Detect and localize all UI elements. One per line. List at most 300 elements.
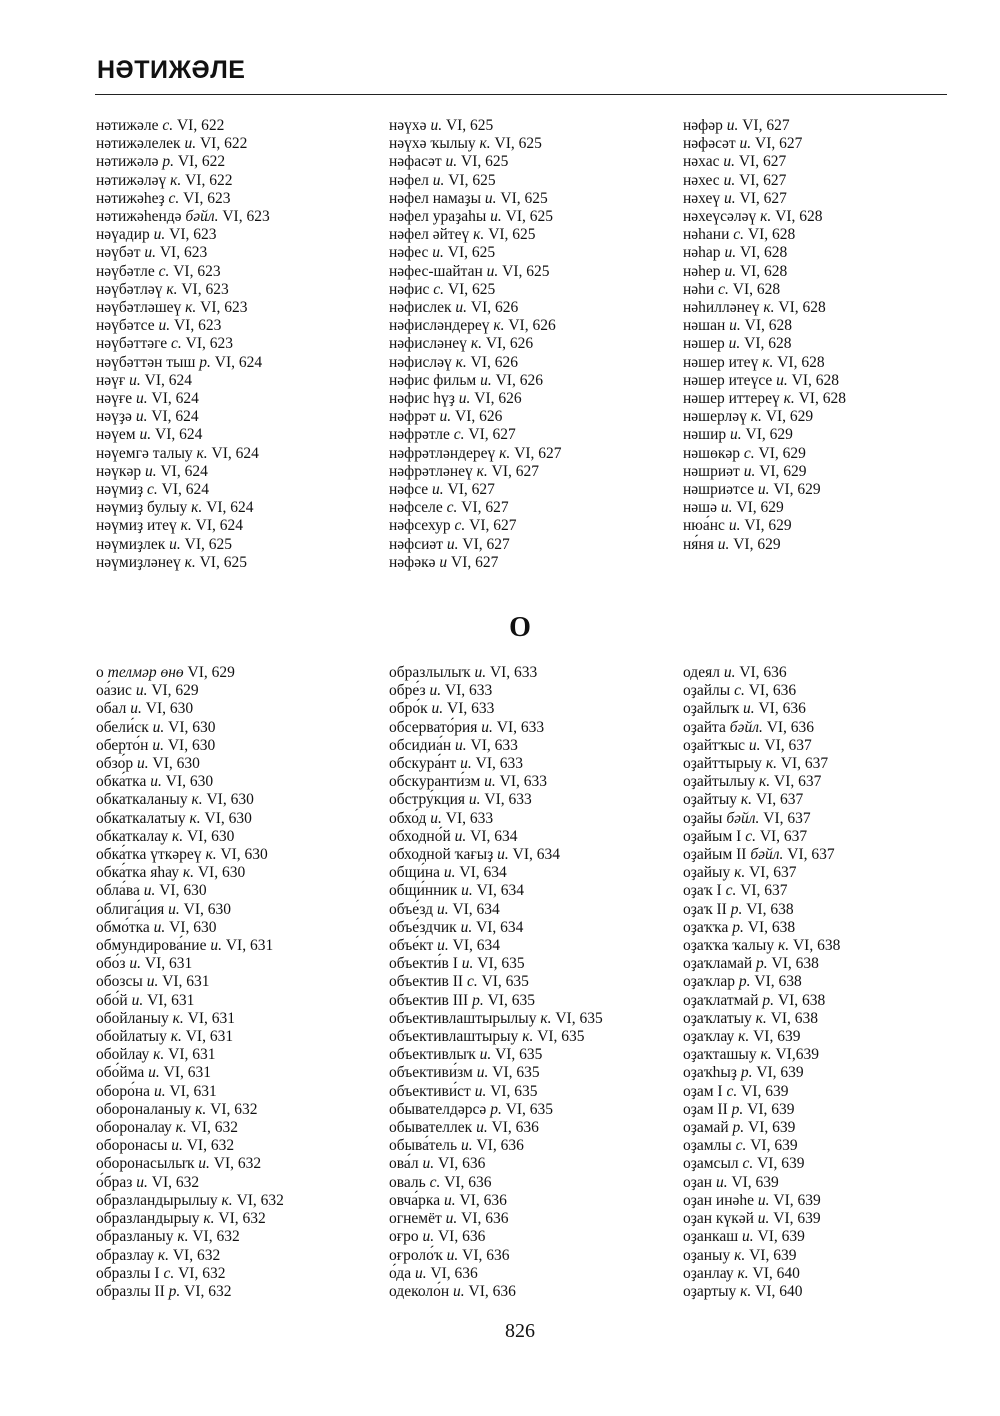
entry-reference: VI, 628 (787, 371, 839, 389)
dictionary-entry (683, 281, 953, 299)
entry-grammar-mark: к. (189, 809, 201, 827)
dictionary-entry (389, 1155, 659, 1173)
entry-grammar-mark: к. (157, 1246, 169, 1264)
entry-headword: оҙан (683, 1173, 716, 1191)
entry-grammar-mark: с. (171, 335, 182, 353)
entry-grammar-mark: и. (210, 937, 222, 955)
entry-headword: нәтижәләү (96, 171, 171, 189)
entry-reference: VI, 639 (769, 1210, 821, 1228)
entry-grammar-mark: и. (146, 973, 159, 991)
dictionary-entry (389, 1010, 659, 1028)
entry-reference: VI, 631 (164, 1046, 216, 1064)
entry-headword: нәфис (389, 280, 434, 298)
entry-grammar-mark: и. (724, 244, 737, 262)
dictionary-entry (683, 172, 953, 190)
entry-grammar-mark: к. (540, 1009, 552, 1027)
entry-reference: VI, 628 (736, 262, 788, 280)
dictionary-entry (96, 281, 366, 299)
entry-reference: VI, 635 (483, 991, 535, 1009)
entry-reference: VI, 623 (155, 244, 208, 262)
entry-headword: обороналаныу (96, 1100, 196, 1118)
entry-headword: нәшир (683, 426, 731, 444)
dictionary-entry (683, 773, 953, 791)
entry-reference: VI, 631 (181, 1028, 234, 1046)
entry-reference: VI, 629 (741, 426, 793, 444)
entry-reference: VI, 630 (161, 773, 214, 791)
dictionary-entry (96, 1028, 366, 1046)
entry-grammar-mark: и. (150, 773, 162, 791)
entry-grammar-mark: к. (196, 444, 208, 462)
entry-grammar-mark: и. (139, 426, 152, 444)
entry-grammar-mark: к. (476, 462, 488, 480)
dictionary-entry (96, 955, 366, 973)
entry-grammar-mark: к. (205, 846, 217, 864)
entry-reference: VI, 624 (210, 353, 263, 371)
entry-reference: VI, 625 (444, 171, 496, 189)
entry-grammar-mark: и. (169, 535, 181, 553)
dictionary-entry (683, 481, 953, 499)
entry-grammar-mark: р. (762, 991, 775, 1009)
entry-grammar-mark: с. (718, 280, 729, 298)
entry-headword: обходной ҡағыҙ (389, 846, 498, 864)
entry-grammar-mark: и. (430, 809, 442, 827)
entry-headword: оғро (389, 1228, 423, 1246)
entry-grammar-mark: к. (171, 827, 184, 845)
entry-headword: нәфис һүҙ (389, 390, 459, 408)
entry-headword: оғроло́ҡ (389, 1246, 447, 1264)
entry-headword: нәфәр (683, 117, 727, 134)
entry-headword: одеколо́н (389, 1282, 454, 1300)
entry-headword: нәһани (683, 226, 734, 244)
entry-headword: оҙаҡламай (683, 955, 757, 973)
entry-headword: ова́л (389, 1155, 423, 1173)
dictionary-entry (96, 937, 366, 955)
dictionary-entry (96, 1174, 366, 1192)
entry-headword: объектив III (389, 991, 473, 1009)
dictionary-column-4 (96, 664, 366, 1301)
entry-headword: нәшер иттереү (683, 390, 784, 408)
entry-reference: VI, 636 (434, 1155, 486, 1173)
dictionary-entry (389, 317, 659, 335)
entry-reference: VI, 639 (749, 1028, 801, 1046)
dictionary-entry (683, 955, 953, 973)
dictionary-entry (96, 919, 366, 937)
entry-grammar-mark: с. (466, 973, 478, 991)
dictionary-entry (683, 1119, 953, 1137)
dictionary-entry (389, 755, 659, 773)
dictionary-entry (683, 791, 953, 809)
entry-headword: нәшан (683, 317, 730, 335)
entry-grammar-mark: и. (430, 117, 443, 134)
dictionary-entry (683, 1228, 953, 1246)
entry-headword: обо́з (96, 955, 130, 973)
dictionary-entry (389, 153, 659, 171)
dictionary-entry (96, 882, 366, 900)
entry-headword: нәүмиҙлек (96, 535, 170, 553)
entry-reference: VI, 630 (179, 900, 231, 918)
dictionary-entry (96, 1119, 366, 1137)
entry-grammar-mark: и. (158, 317, 171, 335)
entry-grammar-mark: и. (723, 153, 735, 171)
entry-headword: обмундирова́ние (96, 937, 211, 955)
dictionary-entry (389, 1228, 659, 1246)
entry-headword: обкаткаланыу (96, 791, 192, 809)
entry-reference: VI, 630 (165, 918, 217, 936)
entry-grammar-mark: и. (153, 226, 166, 244)
entry-grammar-mark: с. (168, 189, 180, 207)
entry-grammar-mark: бәйл. (729, 718, 763, 736)
entry-headword: обка́тка яһау (96, 864, 183, 882)
dictionary-entry (389, 481, 659, 499)
entry-grammar-mark: р. (732, 1119, 745, 1137)
dictionary-entry (96, 208, 366, 226)
dictionary-entry (683, 1137, 953, 1155)
entry-grammar-mark: и. (468, 791, 481, 809)
entry-headword: оваль (389, 1173, 430, 1191)
dictionary-entry (96, 791, 366, 809)
entry-reference: VI, 636 (434, 1228, 486, 1246)
dictionary-entry (683, 664, 953, 682)
entry-grammar-mark: и. (414, 1264, 427, 1282)
entry-grammar-mark: и. (429, 682, 442, 700)
entry-grammar-mark: и. (757, 1210, 770, 1228)
entry-headword: обывателлек (389, 1119, 477, 1137)
entry-grammar-mark: и (439, 553, 448, 571)
entry-reference: VI, 627 (465, 517, 517, 535)
entry-grammar-mark: с. (446, 499, 458, 517)
entry-grammar-mark: к. (182, 864, 194, 882)
entry-grammar-mark: р. (738, 973, 751, 991)
entry-reference: VI, 625 (195, 553, 247, 571)
entry-headword: нәфрәтләндереү (389, 444, 500, 462)
entry-grammar-mark: и. (439, 408, 452, 426)
entry-grammar-mark: к. (470, 335, 482, 353)
entry-reference: VI, 637 (770, 773, 822, 791)
entry-headword: нәтижәһеҙ (96, 189, 169, 207)
entry-reference: VI, 639 (752, 1064, 804, 1082)
dictionary-entry (96, 1064, 366, 1082)
entry-grammar-mark: к. (493, 317, 505, 335)
entry-grammar-mark: и. (422, 1228, 435, 1246)
entry-grammar-mark: и. (446, 1246, 459, 1264)
entry-headword: оборо́на (96, 1082, 154, 1100)
dictionary-entry (96, 426, 366, 444)
entry-reference: VI, 629 (754, 444, 806, 462)
dictionary-entry (389, 463, 659, 481)
entry-headword: нәфсиәт (389, 535, 447, 553)
entry-grammar-mark: к. (191, 791, 203, 809)
entry-grammar-mark: и. (135, 408, 148, 426)
entry-grammar-mark: и. (130, 700, 142, 718)
entry-headword: оберто́н (96, 736, 153, 754)
entry-grammar-mark: и. (474, 1082, 487, 1100)
entry-grammar-mark: и. (476, 1119, 488, 1137)
dictionary-entry (683, 153, 953, 171)
entry-grammar-mark: с. (158, 262, 170, 280)
entry-headword: оҙайтыу (683, 791, 741, 809)
entry-grammar-mark: с. (742, 1155, 754, 1173)
entry-headword: оборонасылыҡ (96, 1155, 199, 1173)
entry-reference: VI, 622 (173, 117, 225, 134)
entry-reference: VI, 624 (140, 371, 193, 389)
entry-reference: VI, 630 (164, 718, 216, 736)
entry-reference: VI, 624 (202, 499, 254, 517)
entry-reference: VI, 636 (754, 700, 806, 718)
entry-reference: VI, 633 (441, 682, 493, 700)
entry-grammar-mark: с. (743, 444, 755, 462)
entry-grammar-mark: и. (486, 262, 499, 280)
entry-headword: оҙайым II (683, 846, 751, 864)
entry-headword: оҙанкаш (683, 1228, 743, 1246)
entry-reference: VI, 639 (745, 1246, 797, 1264)
entry-headword: оҙаҡлатмай (683, 991, 763, 1009)
dictionary-entry (96, 335, 366, 353)
entry-headword: нәшриәт (683, 462, 744, 480)
dictionary-entry (96, 773, 366, 791)
entry-headword: нәфислек (389, 299, 456, 317)
entry-reference: VI, 627 (447, 553, 499, 571)
dictionary-entry (96, 1083, 366, 1101)
entry-grammar-mark: с. (734, 682, 745, 700)
dictionary-entry (389, 263, 659, 281)
entry-reference: VI, 636 (457, 1210, 509, 1228)
entry-grammar-mark: и. (484, 189, 497, 207)
entry-grammar-mark: и. (446, 535, 459, 553)
entry-grammar-mark: к. (763, 299, 775, 317)
entry-reference: VI, 623 (196, 299, 248, 317)
entry-reference: VI, 625 (496, 189, 548, 207)
dictionary-entry (96, 153, 366, 171)
entry-reference: VI, 636 (455, 1191, 507, 1209)
entry-reference: VI, 628 (728, 280, 781, 298)
dictionary-entry (683, 335, 953, 353)
entry-headword: обал (96, 700, 131, 718)
dictionary-entry (389, 554, 659, 572)
entry-headword: нәһи (683, 280, 719, 298)
entry-headword: нәтижәлелек (96, 135, 185, 153)
entry-grammar-mark: и. (432, 244, 444, 262)
entry-reference: VI, 632 (147, 1173, 200, 1191)
entry-reference: VI, 626 (451, 408, 503, 426)
entry-grammar-mark: и. (129, 371, 141, 389)
dictionary-entry (683, 190, 953, 208)
entry-grammar-mark: р. (731, 1100, 744, 1118)
entry-grammar-mark: и. (724, 189, 736, 207)
entry-reference: VI, 625 (442, 117, 494, 134)
dictionary-entry (389, 335, 659, 353)
dictionary-entry (389, 737, 659, 755)
dictionary-entry (96, 117, 366, 135)
entry-reference: VI, 639 (746, 1137, 798, 1155)
entry-headword: оҙаҡҡа (683, 918, 733, 936)
dictionary-entry (389, 992, 659, 1010)
entry-grammar-mark: с. (733, 226, 745, 244)
entry-reference: VI, 627 (735, 189, 787, 207)
entry-grammar-mark: к. (177, 1228, 189, 1246)
dictionary-entry (389, 208, 659, 226)
dictionary-entry (389, 901, 659, 919)
entry-grammar-mark: и. (739, 135, 752, 153)
entry-headword: оҙайтылыу (683, 773, 760, 791)
entry-grammar-mark: и. (724, 262, 737, 280)
entry-reference: VI, 627 (738, 117, 790, 134)
entry-reference: VI, 630 (200, 809, 252, 827)
dictionary-entry (96, 864, 366, 882)
entry-grammar-mark: и. (422, 1155, 435, 1173)
entry-headword: нәфасәт (389, 153, 446, 171)
entry-reference: VI, 627 (464, 426, 516, 444)
dictionary-entry (389, 955, 659, 973)
entry-reference: VI, 634 (455, 864, 507, 882)
entry-headword: обойлау (96, 1046, 154, 1064)
dictionary-entry (683, 390, 953, 408)
dictionary-entry (96, 190, 366, 208)
dictionary-entry (389, 810, 659, 828)
entry-reference: VI, 629 (732, 499, 784, 517)
entry-grammar-mark: к. (203, 1210, 215, 1228)
entry-grammar-mark: к. (737, 1264, 749, 1282)
dictionary-column-6 (683, 664, 953, 1301)
dictionary-entry (389, 1192, 659, 1210)
dictionary-entry (389, 226, 659, 244)
entry-headword: оҙаҡлау (683, 1028, 739, 1046)
entry-headword: объективлаштырыу (389, 1028, 523, 1046)
dictionary-entry (389, 1083, 659, 1101)
dictionary-entry (389, 1265, 659, 1283)
entry-headword: оҙайым I (683, 827, 746, 845)
entry-reference: VI, 632 (168, 1246, 221, 1264)
entry-grammar-mark: к. (755, 1009, 767, 1027)
entry-reference: VI, 624 (151, 426, 203, 444)
entry-reference: VI, 627 (510, 444, 562, 462)
dictionary-entry (96, 372, 366, 390)
entry-headword: нәшөкәр (683, 444, 744, 462)
dictionary-entry (389, 882, 659, 900)
dictionary-entry (389, 791, 659, 809)
dictionary-entry (683, 463, 953, 481)
entry-headword: оҙаҡҡа ҡалыу (683, 937, 778, 955)
dictionary-entry (389, 1283, 659, 1301)
entry-reference: VI, 632 (174, 1264, 226, 1282)
entry-headword: нәтижәлә (96, 153, 163, 171)
entry-grammar-mark: р. (199, 353, 211, 371)
entry-headword: нәфәсәт (683, 135, 740, 153)
entry-grammar-mark: к. (777, 937, 790, 955)
entry-headword: нәхеүсәләү (683, 208, 761, 226)
dictionary-entry (389, 973, 659, 991)
entry-grammar-mark: р. (732, 918, 744, 936)
dictionary-column-5 (389, 664, 659, 1301)
dictionary-entry (683, 755, 953, 773)
entry-reference: VI, 624 (156, 462, 208, 480)
entry-grammar-mark: с. (147, 481, 158, 499)
entry-reference: VI, 631 (158, 973, 210, 991)
dictionary-entry (389, 919, 659, 937)
entry-grammar-mark: и. (480, 371, 492, 389)
entry-grammar-mark: и. (455, 299, 468, 317)
entry-headword: оҙам II (683, 1100, 732, 1118)
dictionary-entry (96, 244, 366, 262)
entry-headword: нәфселе (389, 499, 447, 517)
entry-reference: VI, 632 (214, 1210, 266, 1228)
entry-reference: VI, 623 (170, 317, 222, 335)
entry-headword: нәүмиҙ итеү (96, 517, 181, 535)
entry-headword: нәфес (389, 244, 433, 262)
entry-headword: нәүмиҙләнеү (96, 553, 185, 571)
dictionary-entry (96, 737, 366, 755)
entry-reference: VI, 633 (466, 736, 518, 754)
entry-headword: нәфел намаҙы (389, 189, 485, 207)
entry-grammar-mark: и. (136, 390, 148, 408)
entry-headword: обкаткалатыу (96, 809, 190, 827)
entry-headword: обо́йма (96, 1064, 149, 1082)
dictionary-entry (96, 810, 366, 828)
entry-reference: VI, 639 (753, 1155, 805, 1173)
dictionary-entry (389, 172, 659, 190)
entry-headword: нәүем (96, 426, 140, 444)
entry-headword: объективлаштырылыу (389, 1009, 541, 1027)
entry-headword: нәфәкә (389, 553, 440, 571)
dictionary-entry (96, 463, 366, 481)
entry-grammar-mark: бәйл. (750, 846, 784, 864)
entry-headword: нәхес (683, 171, 724, 189)
dictionary-entry (389, 664, 659, 682)
dictionary-column-3 (683, 117, 953, 554)
entry-headword: обскура́нт (389, 755, 461, 773)
dictionary-entry (96, 481, 366, 499)
dictionary-entry (96, 1155, 366, 1173)
entry-headword: обойланыу (96, 1009, 173, 1027)
entry-headword: обзо́р (96, 755, 138, 773)
entry-reference: VI, 623 (165, 226, 217, 244)
entry-grammar-mark: и. (437, 937, 449, 955)
entry-reference: VI, 633 (492, 718, 545, 736)
entry-reference: VI, 627 (443, 481, 495, 499)
entry-headword: нәүбәтләшеү (96, 299, 186, 317)
entry-grammar-mark: и. (454, 827, 467, 845)
entry-headword: оҙайы (683, 809, 727, 827)
entry-headword: нәфел (389, 171, 433, 189)
entry-reference: VI, 623 (169, 262, 221, 280)
entry-reference: VI, 634 (472, 882, 525, 900)
dictionary-entry (389, 299, 659, 317)
entry-reference: VI, 628 (740, 335, 792, 353)
dictionary-entry (683, 208, 953, 226)
entry-grammar-mark: и. (153, 918, 166, 936)
entry-headword: нәүбәттән тыш (96, 353, 200, 371)
entry-grammar-mark: к. (479, 135, 491, 153)
entry-reference: VI, 636 (762, 718, 815, 736)
entry-reference: VI, 632 (182, 1137, 235, 1155)
dictionary-entry (683, 919, 953, 937)
dictionary-entry (683, 1210, 953, 1228)
entry-reference: VI, 639 (769, 1191, 821, 1209)
entry-grammar-mark: к. (750, 408, 762, 426)
entry-reference: VI, 636 (426, 1264, 478, 1282)
entry-headword: нәфисләндереү (389, 317, 494, 335)
dictionary-entry (683, 1155, 953, 1173)
entry-grammar-mark: с. (429, 1173, 441, 1191)
dictionary-entry (389, 1064, 659, 1082)
dictionary-entry (683, 135, 953, 153)
entry-grammar-mark: и. (490, 208, 502, 226)
entry-reference: VI, 627 (734, 153, 787, 171)
entry-reference: VI, 639 (753, 1228, 805, 1246)
entry-grammar-mark: и. (152, 718, 165, 736)
entry-reference: VI, 631 (165, 1082, 217, 1100)
dictionary-entry (389, 828, 659, 846)
entry-headword: обойлатыу (96, 1028, 171, 1046)
